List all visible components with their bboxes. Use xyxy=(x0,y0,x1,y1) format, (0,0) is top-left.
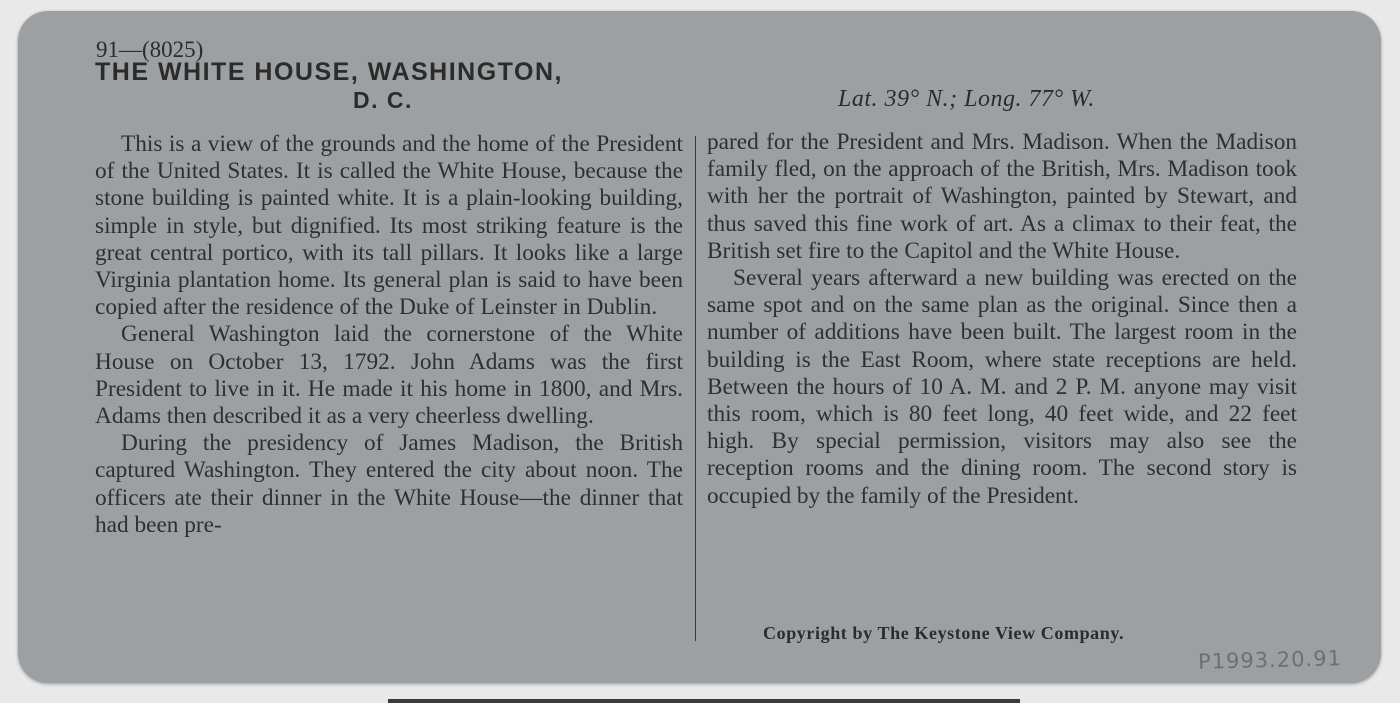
accession-number: P1993.20.91 xyxy=(1197,646,1343,674)
card-title-line2: D. C. xyxy=(353,87,413,113)
column-divider xyxy=(695,136,696,641)
card-bottom-edge xyxy=(388,699,1020,703)
left-text-column xyxy=(95,131,683,539)
card-number: 91—(8025) xyxy=(96,37,204,62)
paragraph: General Washington laid the cornerstone of the White House on October 13, 1792. John Adams was the first President to live in it. He made it his home in 1800, and Mrs. Adams then described it as a very cheerless dwelling. xyxy=(95,321,683,430)
paragraph: Several years afterward a new building was erected on the same spot and on the same plan as the original. Since then a number of additions have been built. The largest room in the building is the East Room, where state receptions are held. Between the hours of 10 A. M. and 2 P. M. anyone may visit this room, which is 80 feet long, 40 feet wide, and 22 feet high. By special permission, visitors may also see the reception rooms and the dining room. The second story is occupied by the family of the President. xyxy=(707,265,1297,509)
card-title: THE WHITE HOUSE, WASHINGTON, xyxy=(95,58,563,86)
right-text-column xyxy=(707,129,1297,510)
card-coordinates: Lat. 39° N.; Long. 77° W. xyxy=(838,86,1095,112)
paragraph: This is a view of the grounds and the home of the President of the United States. It is called the White House, because the stone building is painted white. It is a plain-looking building, simple in style, but dignified. Its most striking feature is the great central portico, with its tall pillars. It looks like a large Virginia plantation home. Its general plan is said to have been copied after the residence of the Duke of Leinster in Dublin. xyxy=(95,131,683,321)
paragraph: pared for the President and Mrs. Madison. When the Madison family fled, on the approach of the British, Mrs. Madison took with her the portrait of Washington, painted by Stewart, and thus saved this fine work of art. As a climax to their feat, the British set fire to the Capitol and the White House. xyxy=(707,129,1297,264)
copyright-notice: Copyright by The Keystone View Company. xyxy=(763,623,1125,643)
paragraph: During the presidency of James Madison, the British captured Washington. They entered the city about noon. The officers ate their dinner in the White House—the dinner that had been pre- xyxy=(95,430,683,538)
